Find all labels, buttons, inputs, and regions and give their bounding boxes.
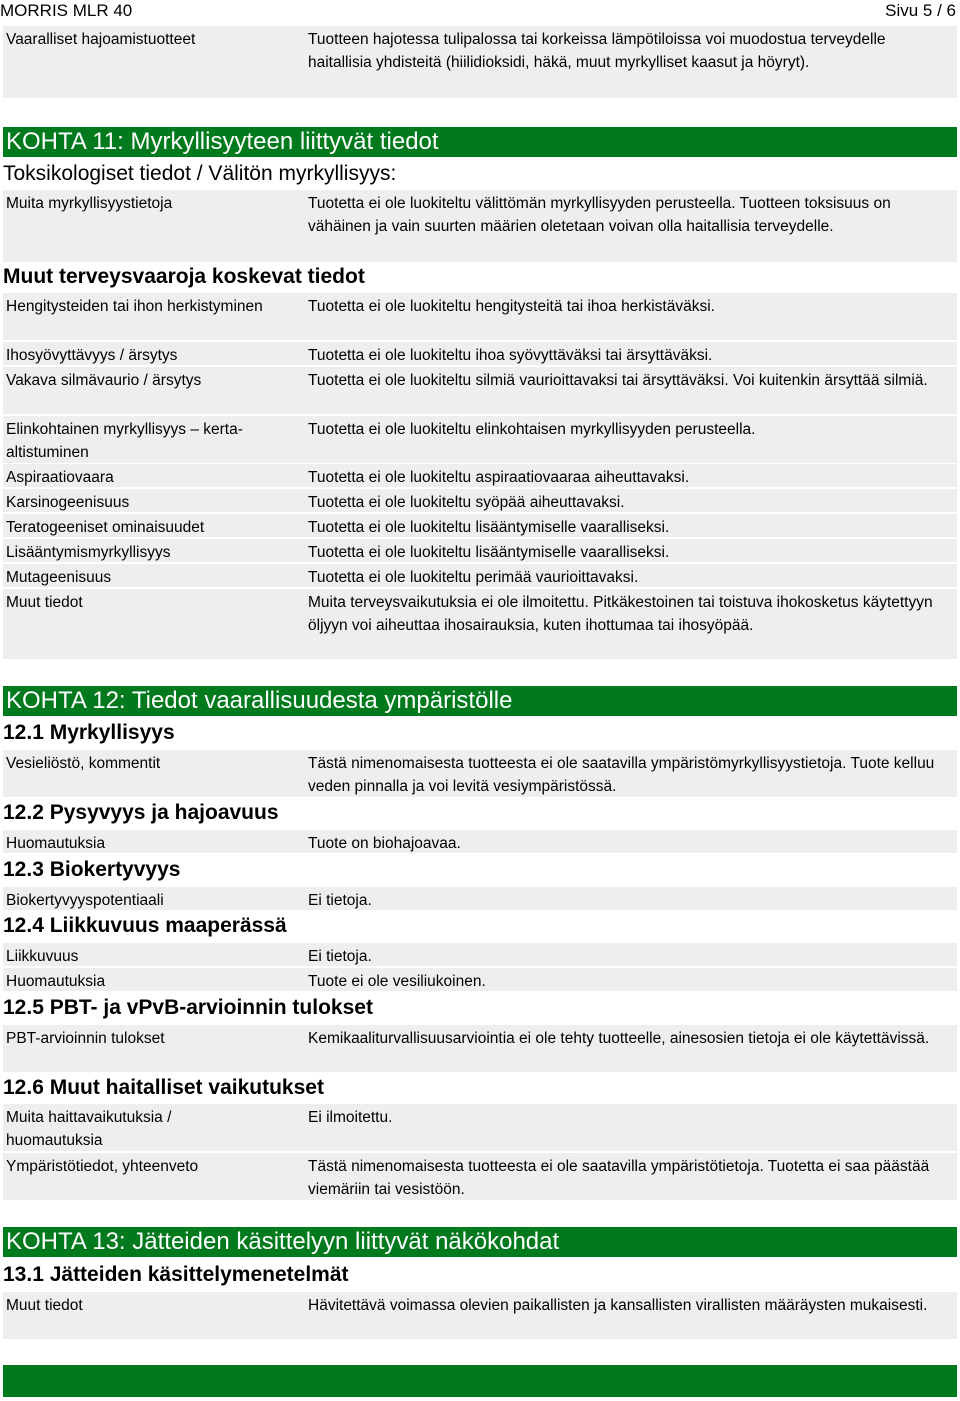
row-label: Vesieliöstö, kommentit	[6, 755, 161, 772]
row-label: Huomautuksia	[6, 973, 106, 990]
section-11-title: KOHTA 11: Myrkyllisyyteen liittyvät tiedot	[3, 127, 957, 157]
row-label: Huomautuksia	[6, 835, 106, 852]
table-row	[3, 564, 957, 587]
page-number: Sivu 5 / 6	[885, 1, 956, 20]
section-13-title: KOHTA 13: Jätteiden käsittelyyn liittyvät näkökohdat	[3, 1227, 957, 1257]
row-value: Hävitettävä voimassa olevien paikallisten ja kansallisten virallisten määräysten mukaisesti.	[308, 1297, 928, 1314]
row-label: Mutageenisuus	[6, 569, 112, 586]
section-12-title: KOHTA 12: Tiedot vaarallisuudesta ympäristölle	[3, 686, 957, 716]
pbt-row	[3, 1025, 957, 1072]
row-value: Tuotetta ei ole luokiteltu lisääntymiselle vaaralliseksi.	[308, 519, 670, 536]
row-value: Tuotetta ei ole luokiteltu silmiä vaurioittavaksi tai ärsyttäväksi. Voi kuitenkin ärsyttää silmiä.	[308, 372, 928, 389]
waste-treatment-title: 13.1 Jätteiden käsittelymenetelmät	[3, 1263, 349, 1286]
row-value: Tuotteen hajotessa tulipalossa tai korkeissa lämpötiloissa voi muodostua terveydelle haitallisia yhdisteitä (hiilidioksidi, häkä, muut myrkylliset kaasut ja höyryt).	[308, 31, 886, 71]
row-label: Elinkohtainen myrkyllisyys – kerta-altistuminen	[6, 421, 243, 461]
row-value: Tuotetta ei ole luokiteltu ihoa syövyttäväksi tai ärsyttäväksi.	[308, 347, 713, 364]
row-label: Lisääntymismyrkyllisyys	[6, 544, 171, 561]
persistence-title: 12.2 Pysyvyys ja hajoavuus	[3, 801, 279, 824]
row-value: Tuotetta ei ole luokiteltu lisääntymiselle vaaralliseksi.	[308, 544, 670, 561]
hazardous-decomposition-row	[3, 26, 957, 98]
table-row	[3, 464, 957, 487]
row-label: Aspiraatiovaara	[6, 469, 114, 486]
row-value: Muita terveysvaikutuksia ei ole ilmoitettu. Pitkäkestoinen tai toistuva ihokosketus käytettyyn öljyyn voi aiheuttaa ihosairauksia, kuten ihottumaa tai ihosyöpää.	[308, 594, 933, 634]
row-label: Ihosyövyttävyys / ärsytys	[6, 347, 178, 364]
row-label: Muita haittavaikutuksia / huomautuksia	[6, 1109, 172, 1149]
table-row	[3, 367, 957, 414]
mobility-row	[3, 943, 957, 966]
row-label: Muita myrkyllisyystietoja	[6, 195, 173, 212]
row-value: Tästä nimenomaisesta tuotteesta ei ole saatavilla ympäristötietoja. Tuotetta ei saa päästää viemäriin tai vesistöön.	[308, 1158, 930, 1198]
table-row	[3, 293, 957, 340]
row-label: Karsinogeenisuus	[6, 494, 130, 511]
environment-summary-row	[3, 1153, 957, 1200]
table-row	[3, 342, 957, 365]
bioaccumulation-title: 12.3 Biokertyvyys	[3, 858, 181, 881]
row-value: Tuotetta ei ole luokiteltu hengitysteitä tai ihoa herkistäväksi.	[308, 298, 715, 315]
row-label: Ympäristötiedot, yhteenveto	[6, 1158, 199, 1175]
row-label: Vaaralliset hajoamistuotteet	[6, 31, 196, 48]
row-value: Ei tietoja.	[308, 948, 372, 965]
table-row	[3, 416, 957, 463]
table-row	[3, 589, 957, 659]
row-label: Hengitysteiden tai ihon herkistyminen	[6, 298, 263, 315]
row-value: Ei tietoja.	[308, 892, 372, 909]
row-value: Tuotetta ei ole luokiteltu syöpää aiheuttavaksi.	[308, 494, 625, 511]
row-value: Tuotetta ei ole luokiteltu elinkohtaisen myrkyllisyyden perusteella.	[308, 421, 756, 438]
product-name: MORRIS MLR 40	[0, 1, 133, 20]
table-row	[3, 514, 957, 537]
toxicity-title: 12.1 Myrkyllisyys	[3, 721, 175, 744]
footer-bar	[3, 1365, 957, 1397]
row-label: Muut tiedot	[6, 1297, 83, 1314]
row-value: Tuote on biohajoavaa.	[308, 835, 461, 852]
mobility-title: 12.4 Liikkuvuus maaperässä	[3, 914, 287, 937]
mobility-notes-row	[3, 968, 957, 991]
page-header	[0, 0, 960, 24]
row-value: Tuotetta ei ole luokiteltu perimää vaurioittavaksi.	[308, 569, 639, 586]
row-value: Tuotetta ei ole luokiteltu välittömän myrkyllisyyden perusteella. Tuotteen toksisuus on vähäinen ja vain suurten määrien oletetaan voivan olla haitallisia terveydelle.	[308, 195, 891, 235]
other-health-hazards-title: Muut terveysvaaroja koskevat tiedot	[3, 265, 365, 288]
row-value: Tuote ei ole vesiliukoinen.	[308, 973, 486, 990]
row-label: Biokertyvyyspotentiaali	[6, 892, 164, 909]
other-effects-title: 12.6 Muut haitalliset vaikutukset	[3, 1076, 324, 1099]
row-label: PBT-arvioinnin tulokset	[6, 1030, 165, 1047]
pbt-title: 12.5 PBT- ja vPvB-arvioinnin tulokset	[3, 996, 373, 1019]
table-row	[3, 489, 957, 512]
row-value: Ei ilmoitettu.	[308, 1109, 393, 1126]
acute-toxicity-row	[3, 190, 957, 262]
aquatic-toxicity-row	[3, 750, 957, 797]
row-label: Muut tiedot	[6, 594, 83, 611]
row-label: Vakava silmävaurio / ärsytys	[6, 372, 202, 389]
table-row	[3, 539, 957, 562]
row-value: Kemikaaliturvallisuusarviointia ei ole tehty tuotteelle, ainesosien tietoja ei ole käytettävissä.	[308, 1030, 930, 1047]
row-value: Tuotetta ei ole luokiteltu aspiraatiovaaraa aiheuttavaksi.	[308, 469, 690, 486]
bioaccumulation-row	[3, 887, 957, 910]
persistence-row	[3, 830, 957, 853]
waste-treatment-row	[3, 1292, 957, 1339]
row-value: Tästä nimenomaisesta tuotteesta ei ole saatavilla ympäristömyrkyllisyystietoja. Tuote kelluu veden pinnalla ja voi levitä vesiympäristössä.	[308, 755, 935, 795]
row-label: Teratogeeniset ominaisuudet	[6, 519, 205, 536]
toxicological-info-title: Toksikologiset tiedot / Välitön myrkyllisyys:	[3, 162, 397, 185]
other-effects-row	[3, 1104, 957, 1151]
row-label: Liikkuvuus	[6, 948, 79, 965]
